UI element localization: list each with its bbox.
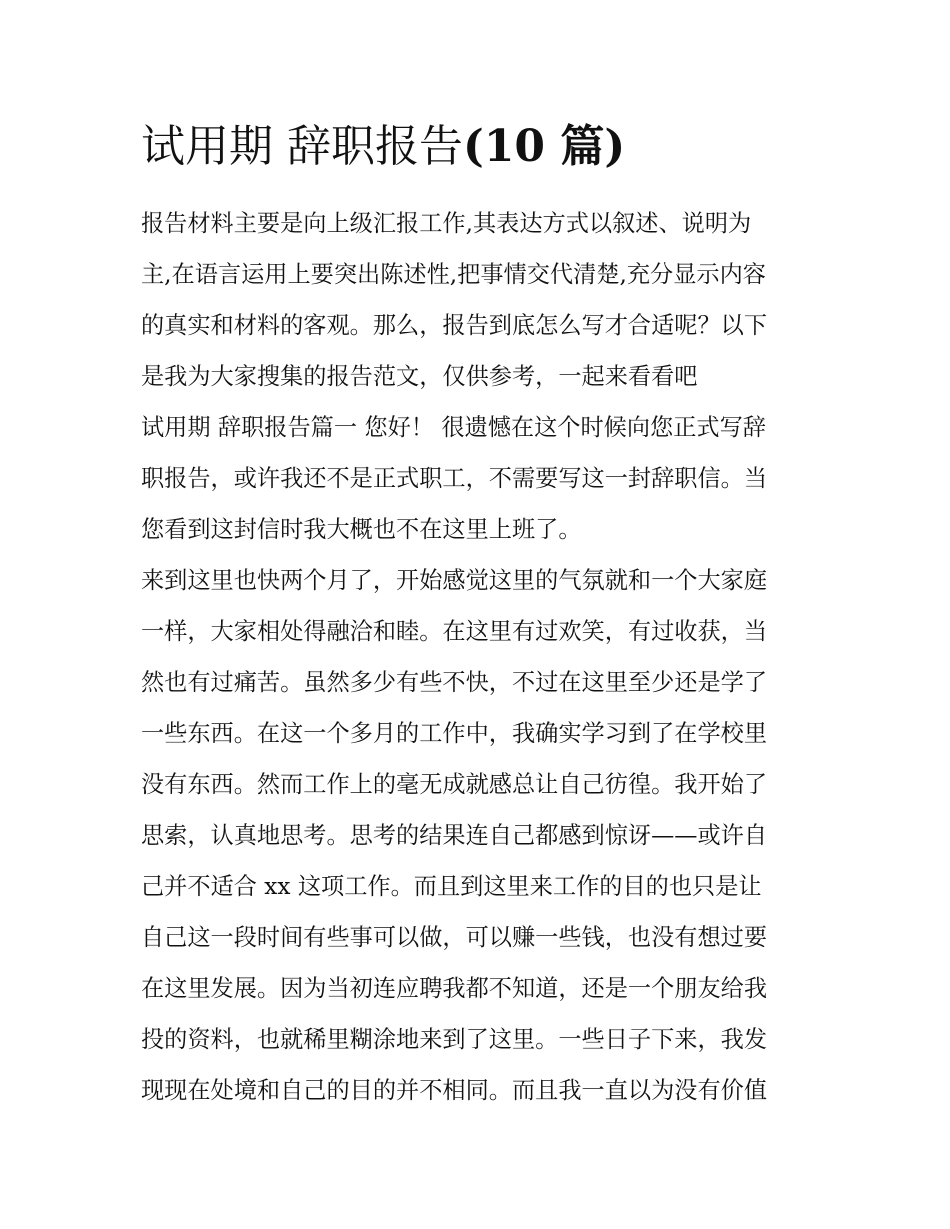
body-line: 主,在语言运用上要突出陈述性,把事情交代清楚,充分显示内容	[141, 261, 766, 288]
document-title-main: 试用期 辞职报告	[141, 121, 463, 172]
document-title	[141, 118, 841, 176]
body-line: 一样，大家相处得融洽和睦。在这里有过欢笑，有过收获，当	[141, 618, 768, 645]
body-line: 来到这里也快两个月了，开始感觉这里的气氛就和一个大家庭	[141, 567, 768, 594]
body-line: 然也有过痛苦。虽然多少有些不快，不过在这里至少还是学了	[141, 669, 768, 696]
body-line: 现现在处境和自己的目的并不相同。而且我一直以为没有价值	[141, 1077, 768, 1104]
body-line: 投的资料，也就稀里糊涂地来到了这里。一些日子下来，我发	[141, 1026, 768, 1053]
body-line: 没有东西。然而工作上的毫无成就感总让自己彷徨。我开始了	[141, 771, 768, 798]
body-line: 自己这一段时间有些事可以做，可以赚一些钱，也没有想过要	[141, 924, 768, 951]
document-body	[141, 204, 811, 1122]
document-title-suffix: (10 篇)	[463, 121, 626, 172]
body-line: 您看到这封信时我大概也不在这里上班了。	[141, 516, 582, 543]
body-line: 己并不适合 xx 这项工作。而且到这里来工作的目的也只是让	[141, 873, 762, 900]
body-line: 一些东西。在这一个多月的工作中，我确实学习到了在学校里	[141, 720, 768, 747]
body-line: 思索，认真地思考。思考的结果连自己都感到惊讶——或许自	[141, 822, 768, 849]
body-line: 职报告，或许我还不是正式职工，不需要写这一封辞职信。当	[141, 465, 768, 492]
body-line: 报告材料主要是向上级汇报工作,其表达方式以叙述、说明为	[141, 210, 752, 237]
body-line: 是我为大家搜集的报告范文，仅供参考，一起来看看吧	[141, 363, 698, 390]
body-line: 试用期 辞职报告篇一 您好！ 很遗憾在这个时候向您正式写辞	[141, 414, 766, 441]
body-line: 在这里发展。因为当初连应聘我都不知道，还是一个朋友给我	[141, 975, 768, 1002]
body-line: 的真实和材料的客观。那么，报告到底怎么写才合适呢？以下	[141, 312, 768, 339]
